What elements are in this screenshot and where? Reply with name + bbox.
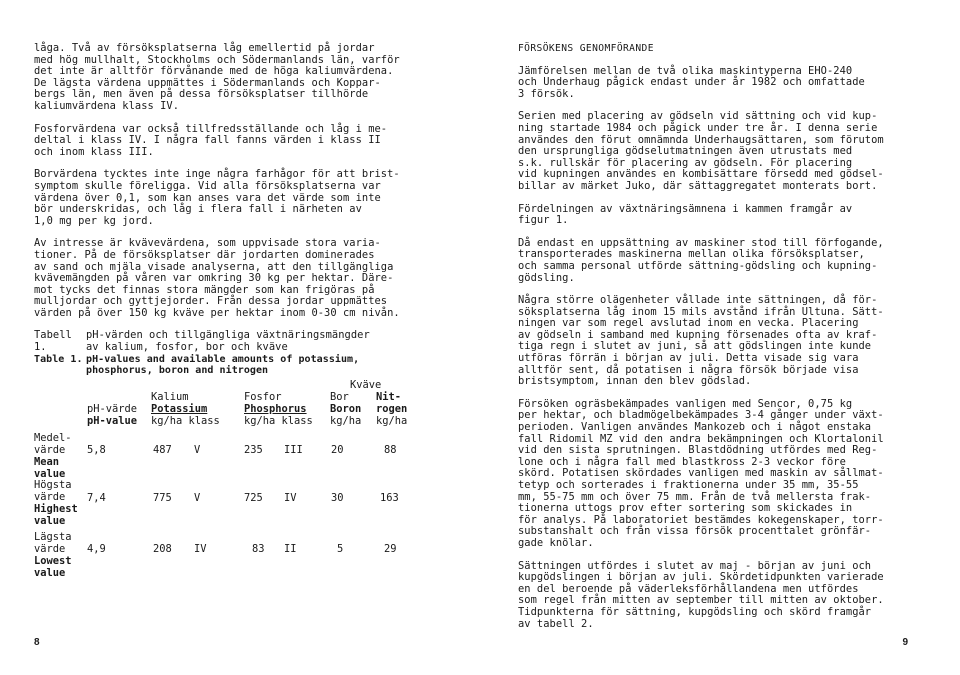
row-label-en: Lowest value [34, 555, 72, 579]
header-fosfor-unit: kg/ha klass [244, 415, 313, 427]
caption-label-sv: Tabell 1. [34, 329, 72, 354]
cell-kalium: 775 [153, 492, 172, 504]
row-label-sv: Medel- värde [34, 432, 72, 456]
cell-kalium: 208 [153, 543, 172, 555]
paragraph-machines: Jämförelsen mellan de två olika maskintyperna EHO-240 och Underhaug pågick endast under år 1982 och omfattade 3 försök. [518, 64, 865, 100]
caption-text-en: pH-values and available amounts of potassium, phosphorus, boron and nitrogen [86, 353, 360, 377]
header-bor: Bor [330, 391, 349, 403]
right-text-column [518, 43, 890, 641]
paragraph-timing: Sättningen utfördes i slutet av maj - början av juni och kupgödslingen i början av juli. Skördetidpunkten varierade en del beroende på väderleksförhållandena men utfördes som regel från mitten av september till mitten av oktober. Tidpunkterna för sättning, kupgödsling och skörd framgår av tabell 2. [518, 559, 884, 630]
paragraph-nitrogen: Av intresse är kvävevärdena, som uppvisade stora varia- tioner. På de försöksplatser där jordarten dominerades av sand och mjäla visade analyserna, att den tillgängliga kvävemängden på våren var omkring 30 kg per hektar. Däre- mot tycks det finnas stora mängder som kan frigöras på mulljordar och gyttjejorder. Från dessa jordar uppmättes värden på över 150 kg kväve per hektar inom 0-30 cm nivån. [34, 237, 400, 319]
cell-fosfor: 83 [252, 543, 265, 555]
header-fosfor: Fosfor [244, 391, 282, 403]
paragraph-distribution: Fördelningen av växtnäringsämnena i kammen framgår av figur 1. [518, 202, 853, 227]
header-potassium: Potassium [151, 403, 208, 415]
cell-kalium-class: V [194, 492, 201, 504]
cell-ph: 4,9 [87, 543, 106, 555]
cell-kvave: 29 [384, 543, 397, 555]
header-kalium-unit: kg/ha klass [151, 415, 220, 427]
cell-ph: 5,8 [87, 444, 106, 456]
row-label-en: Mean value [34, 456, 66, 480]
header-ph-sv: pH-värde [87, 403, 138, 415]
header-kvave: Kväve [350, 379, 382, 391]
cell-bor: 20 [331, 444, 344, 456]
page-number-left: 8 [34, 637, 40, 648]
paragraph-series: Serien med placering av gödseln vid sättning och vid kup- ning startade 1984 och pågick under tre år. I denna serie användes den förut omnämnda Underhaugsättaren, som förutom den ursprungliga gödselutmatningen även utrustats med s.k. rullskär för placering av gödseln. För placering vid kupningen användes en kombisättare försedd med gödsel- billar av märket Juko, där sättaggregatet monterats bort. [518, 110, 884, 192]
left-text-column [34, 43, 422, 377]
paragraph-potassium: låga. Två av försöksplatserna låg emellertid på jordar med hög mullhalt, Stockholms och Södermanlands län, varför det inte är alltför förvånande med de höga kaliumvärdena. De lägsta värdena uppmättes i Södermanlands och Koppar- bergs län, men även på dessa försöksplatser tillhörde kaliumvärdena klass IV. [34, 42, 400, 112]
paragraph-phosphorus: Fosforvärdena var också tillfredsställande och låg i me- deltal i klass IV. I några fall fanns värden i klass II och inom klass III. [34, 122, 388, 158]
row-label-en: Highest value [34, 503, 78, 527]
caption-text-sv: pH-värden och tillgängliga växtnäringsmängder av kalium, fosfor, bor och kväve [86, 329, 370, 354]
header-kvave-unit: kg/ha [376, 415, 408, 427]
cell-fosfor: 725 [244, 492, 263, 504]
paragraph-transport: Då endast en uppsättning av maskiner stod till förfogande, transporterades maskinerna mellan olika försöksplatser, och samma personal utförde sättning-gödsling och kupning- gödsling. [518, 236, 884, 284]
paragraph-planting: Några större olägenheter vållade inte sättningen, då för- söksplatserna låg inom 15 mils avstånd ifrån Ultuna. Sätt- ningen var som regel avslutad inom en vecka. Placering av gödseln i samband med kupning försenades ofta av kraf- tiga regn i slutet av juni, så att gödslingen inte kunde utföras förrän i början av juli. Detta visade sig vara alltför sent, då potatisen i några försök började visa bristsymptom, innan den blev gödslad. [518, 294, 884, 388]
header-ph-en: pH-value [87, 415, 138, 427]
header-phosphorus: Phosphorus [244, 403, 307, 415]
cell-bor: 5 [337, 543, 344, 555]
header-bor-unit: kg/ha [330, 415, 362, 427]
cell-kvave: 88 [384, 444, 397, 456]
cell-fosfor: 235 [244, 444, 263, 456]
cell-ph: 7,4 [87, 492, 106, 504]
cell-kalium: 487 [153, 444, 172, 456]
table-caption [34, 330, 422, 376]
page-number-right: 9 [902, 637, 908, 648]
cell-fosfor-class: II [284, 543, 297, 555]
row-label-sv: Högsta värde [34, 479, 72, 503]
paragraph-boron: Borvärdena tycktes inte inge några farhågor för att brist- symptom skulle föreligga. Vid alla försöksplatserna var värdena över 0,1, som kan anses vara det värde som inte bör underskridas, och låg i flera fall i närheten av 1,0 mg per kg jord. [34, 168, 400, 227]
right-page [480, 0, 960, 675]
caption-label-en: Table 1. [34, 353, 83, 365]
header-nit: Nit- [376, 391, 402, 403]
cell-fosfor-class: IV [284, 492, 297, 504]
row-label-sv: Lägsta värde [34, 531, 72, 555]
cell-fosfor-class: III [284, 444, 303, 456]
paragraph-weed-control: Försöken ogräsbekämpades vanligen med Sencor, 0,75 kg per hektar, och bladmögelbekämpades 3-4 gånger under växt- perioden. Vanligen användes Mankozeb och i något enstaka fall Ridomil MZ vid den andra bekämpningen och Klortalonil vid den sista sprutningen. Blastdödning utfördes med Reg- lone och i några fall med blastkross 2-3 veckor före skörd. Potatisen skördades vanligen med maskin av sållmat- tetyp och sorterades i fraktionerna under 35 mm, 35-55 mm, 55-75 mm och över 75 mm. Från de två mellersta frak- tionerna uttogs prov efter sortering som skickades in för analys. På laboratoriet bestämdes kokegenskaper, torr- substanshalt och från vissa försök procenttalet grönfär- gade knölar. [518, 397, 884, 549]
cell-kalium-class: IV [194, 543, 207, 555]
header-rogen: rogen [376, 403, 408, 415]
section-heading: FÖRSÖKENS GENOMFÖRANDE [518, 43, 654, 54]
header-kalium: Kalium [151, 391, 189, 403]
cell-kvave: 163 [380, 492, 399, 504]
header-boron: Boron [330, 403, 362, 415]
cell-bor: 30 [331, 492, 344, 504]
cell-kalium-class: V [194, 444, 201, 456]
